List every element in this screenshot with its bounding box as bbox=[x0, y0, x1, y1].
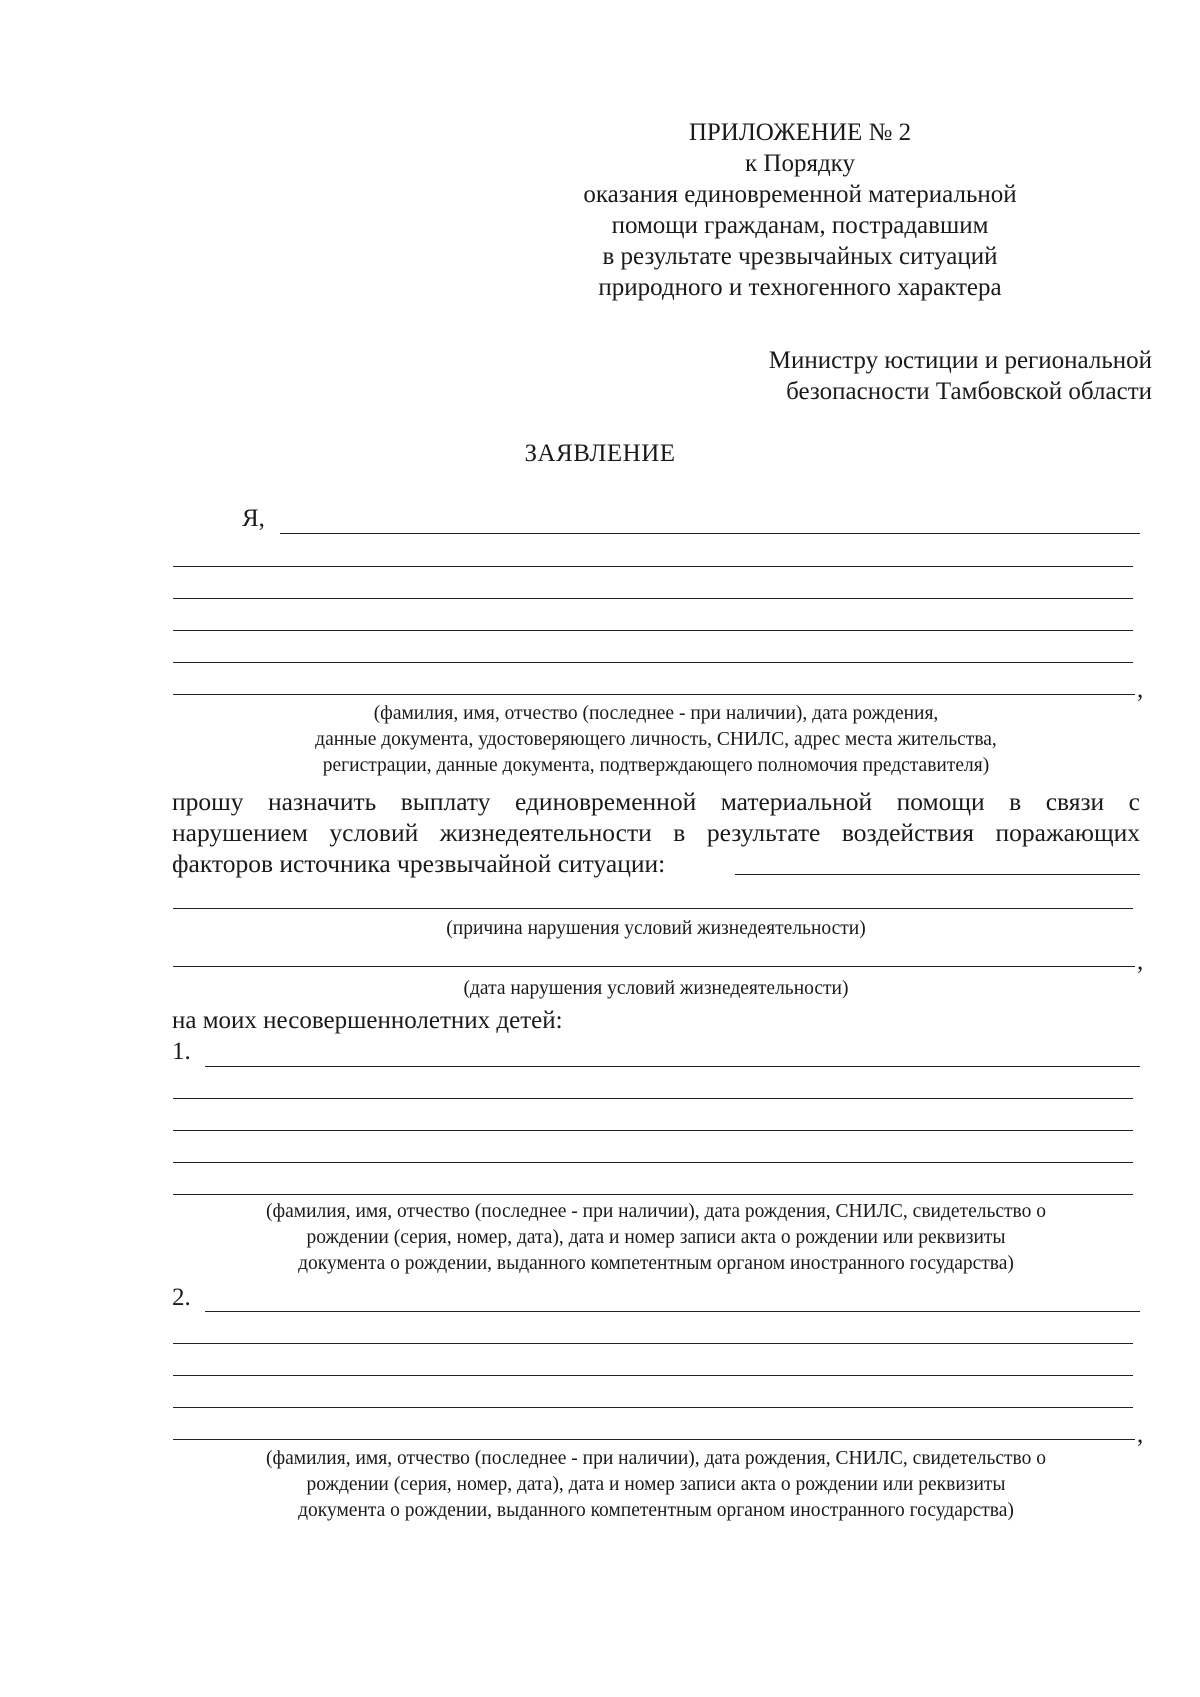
caption-line: рождении (серия, номер, дата), дата и номер записи акта о рождении или реквизиты bbox=[306, 1474, 1006, 1495]
child-2-field-line[interactable] bbox=[173, 1439, 1135, 1440]
request-line: нарушением условий жизнедеятельности в результате воздействия поражающих bbox=[172, 818, 1140, 847]
caption-line: (фамилия, имя, отчество (последнее - при наличии), дата рождения, bbox=[373, 703, 939, 724]
caption-line: данные документа, удостоверяющего личность, СНИЛС, адрес места жительства, bbox=[315, 729, 997, 750]
appendix-ref-line: природного и техногенного характера bbox=[598, 274, 1002, 301]
child-number: 1. bbox=[172, 1038, 191, 1065]
field-comma: , bbox=[1137, 1421, 1144, 1448]
child-2-caption bbox=[172, 1446, 1140, 1524]
appendix-number: ПРИЛОЖЕНИЕ № 2 bbox=[688, 119, 912, 146]
child-2-field-line[interactable] bbox=[173, 1407, 1133, 1408]
appendix-header bbox=[540, 117, 1060, 303]
addressee-line: Министру юстиции и региональной bbox=[768, 347, 1152, 374]
applicant-field-line[interactable] bbox=[173, 566, 1133, 567]
caption-line: регистрации, данные документа, подтверждающего полномочия представителя) bbox=[322, 755, 990, 776]
date-caption: (дата нарушения условий жизнедеятельности) bbox=[463, 978, 849, 999]
child-1-field-line[interactable] bbox=[173, 1194, 1133, 1195]
child-2-field-line[interactable] bbox=[173, 1343, 1133, 1344]
cause-field-line[interactable] bbox=[173, 908, 1133, 909]
child-2-field-line[interactable] bbox=[173, 1375, 1133, 1376]
field-comma: , bbox=[1137, 948, 1144, 975]
appendix-ref-line: помощи гражданам, пострадавшим bbox=[611, 212, 989, 239]
caption-line: документа о рождении, выданного компетентным органом иностранного государства) bbox=[298, 1500, 1014, 1521]
appendix-ref: к Порядку bbox=[745, 150, 855, 177]
child-1-field-line[interactable] bbox=[173, 1098, 1133, 1099]
date-field-line[interactable] bbox=[173, 966, 1135, 967]
applicant-caption bbox=[172, 701, 1140, 779]
cause-caption: (причина нарушения условий жизнедеятельности) bbox=[446, 918, 866, 939]
addressee bbox=[592, 345, 1152, 407]
applicant-field-line[interactable] bbox=[173, 662, 1133, 663]
child-1-caption bbox=[172, 1199, 1140, 1277]
child-1-field-line[interactable] bbox=[173, 1162, 1133, 1163]
child-1-field[interactable] bbox=[205, 1066, 1140, 1067]
applicant-prefix: Я, bbox=[242, 505, 265, 532]
document-title: ЗАЯВЛЕНИЕ bbox=[524, 440, 676, 467]
caption-line: рождении (серия, номер, дата), дата и номер записи акта о рождении или реквизиты bbox=[306, 1227, 1006, 1248]
applicant-name-field[interactable] bbox=[280, 533, 1140, 534]
caption-line: (фамилия, имя, отчество (последнее - при наличии), дата рождения, СНИЛС, свидетельство о bbox=[266, 1448, 1046, 1469]
child-1-field-line[interactable] bbox=[173, 1130, 1133, 1131]
children-intro: на моих несовершеннолетних детей: bbox=[172, 1007, 563, 1034]
applicant-field-line[interactable] bbox=[173, 598, 1133, 599]
caption-line: (фамилия, имя, отчество (последнее - при наличии), дата рождения, СНИЛС, свидетельство о bbox=[266, 1201, 1046, 1222]
appendix-ref-line: в результате чрезвычайных ситуаций bbox=[602, 243, 998, 270]
request-line: факторов источника чрезвычайной ситуации: bbox=[172, 849, 666, 878]
request-paragraph bbox=[172, 786, 1140, 879]
caption-line: документа о рождении, выданного компетентным органом иностранного государства) bbox=[298, 1253, 1014, 1274]
appendix-ref-line: оказания единовременной материальной bbox=[583, 181, 1017, 208]
addressee-line: безопасности Тамбовской области bbox=[786, 378, 1152, 405]
applicant-field-line[interactable] bbox=[173, 694, 1135, 695]
request-line: прошу назначить выплату единовременной материальной помощи в связи с bbox=[172, 787, 1140, 816]
emergency-source-field[interactable] bbox=[735, 874, 1140, 875]
child-number: 2. bbox=[172, 1284, 191, 1311]
field-comma: , bbox=[1137, 676, 1144, 703]
child-2-field[interactable] bbox=[205, 1311, 1140, 1312]
applicant-field-line[interactable] bbox=[173, 630, 1133, 631]
